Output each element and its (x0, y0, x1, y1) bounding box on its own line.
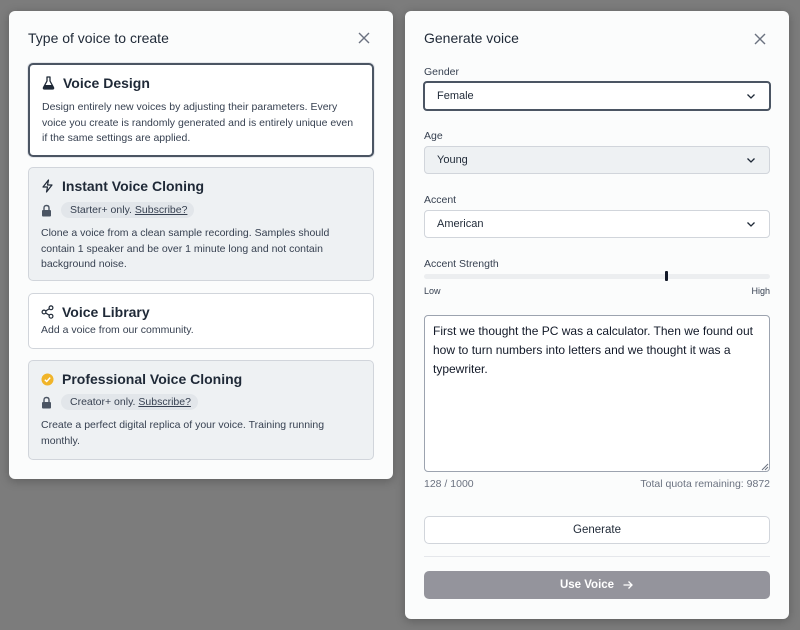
plan-badge (61, 394, 198, 410)
character-count: 128 / 1000 (424, 478, 474, 490)
age-label: Age (424, 130, 443, 142)
modal-title: Type of voice to create (28, 30, 169, 46)
subscribe-link[interactable]: Subscribe? (134, 204, 188, 216)
modal-title: Generate voice (424, 30, 519, 46)
age-select[interactable] (424, 146, 770, 174)
generate-button[interactable]: Generate (424, 516, 770, 544)
chevron-down-icon (745, 154, 757, 166)
option-title: Voice Design (63, 75, 150, 91)
lock-icon (41, 396, 52, 409)
close-button[interactable] (751, 30, 769, 48)
divider (424, 556, 770, 557)
accent-select[interactable] (424, 210, 770, 238)
close-button[interactable] (355, 29, 373, 47)
plan-badge-text: Starter+ only. (70, 204, 132, 216)
flask-icon (42, 76, 55, 90)
verified-check-icon (41, 373, 54, 386)
generate-voice-modal (405, 11, 789, 619)
arrow-right-icon (622, 579, 634, 591)
accent-strength-label: Accent Strength (424, 258, 499, 270)
option-description: Clone a voice from a clean sample recording. Samples should contain 1 speaker and be over 1 minute long and not contain background noise. (41, 227, 330, 270)
option-title: Professional Voice Cloning (62, 371, 243, 387)
sample-text-input[interactable] (424, 315, 770, 472)
quota-remaining: Total quota remaining: 9872 (640, 478, 770, 490)
chevron-down-icon (745, 218, 757, 230)
voice-type-modal (9, 11, 393, 479)
gender-value: Female (437, 90, 474, 102)
option-instant-voice-cloning[interactable] (28, 167, 374, 281)
accent-label: Accent (424, 194, 457, 206)
option-title: Voice Library (62, 304, 150, 320)
age-value: Young (437, 154, 468, 166)
chevron-down-icon (745, 90, 757, 102)
lightning-icon (41, 179, 54, 193)
slider-handle[interactable] (665, 271, 668, 281)
accent-value: American (437, 218, 484, 230)
accent-strength-slider[interactable] (424, 274, 770, 279)
close-icon (751, 30, 769, 48)
gender-select[interactable] (423, 81, 771, 111)
use-voice-button[interactable] (424, 571, 770, 599)
slider-low-label: Low (424, 286, 441, 296)
share-icon (41, 305, 54, 319)
option-professional-voice-cloning[interactable] (28, 360, 374, 460)
option-description: Create a perfect digital replica of your voice. Training running monthly. (41, 419, 325, 447)
close-icon (355, 29, 373, 47)
option-voice-library[interactable] (28, 293, 374, 349)
option-title: Instant Voice Cloning (62, 178, 205, 194)
option-description: Design entirely new voices by adjusting their parameters. Every voice you create is randomly generated and is entirely unique even if the same settings are applied. (42, 101, 354, 144)
gender-label: Gender (424, 66, 460, 78)
resize-grip-icon[interactable] (761, 463, 769, 471)
option-voice-design[interactable] (28, 63, 374, 157)
option-description: Add a voice from our community. (41, 324, 194, 336)
subscribe-link[interactable]: Subscribe? (138, 396, 191, 408)
use-voice-label: Use Voice (559, 579, 615, 591)
slider-high-label: High (751, 286, 770, 296)
plan-badge (61, 202, 194, 218)
plan-badge-text: Creator+ only. (70, 396, 136, 408)
lock-icon (41, 204, 52, 217)
